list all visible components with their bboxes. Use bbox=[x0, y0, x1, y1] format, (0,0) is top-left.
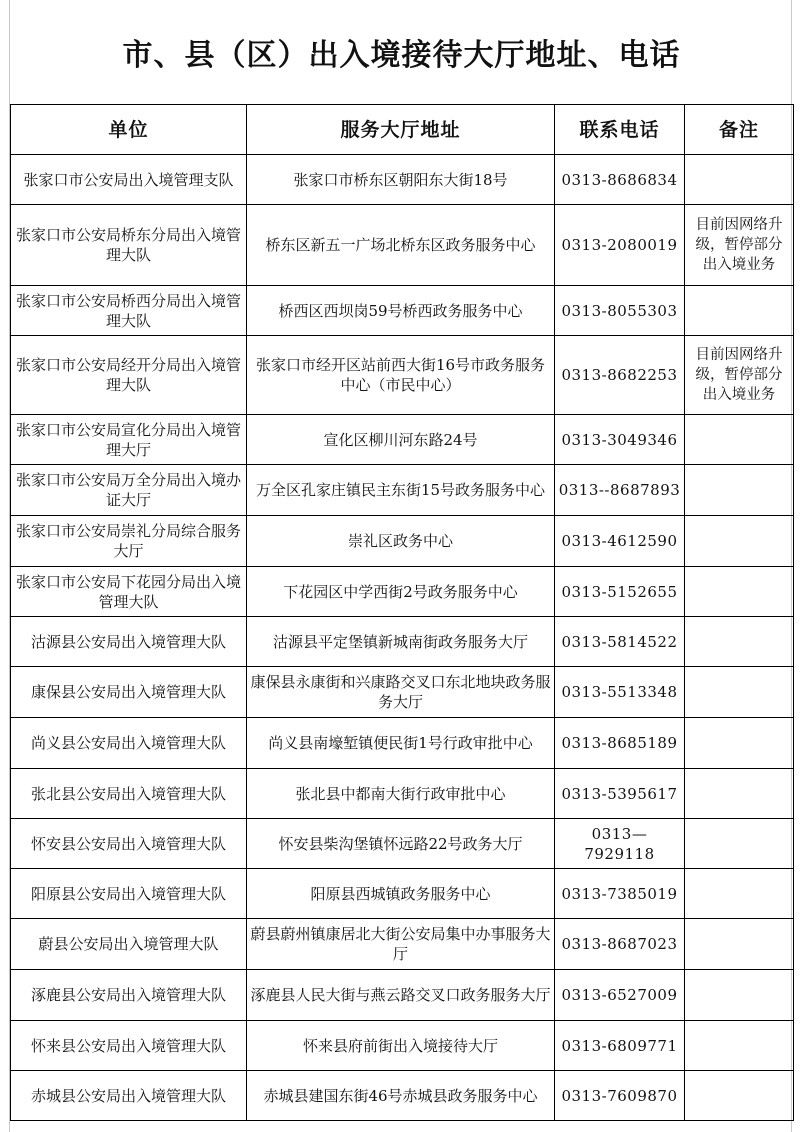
header-note: 备注 bbox=[685, 105, 794, 155]
phone-cell: 0313—7929118 bbox=[555, 819, 685, 869]
address-cell: 张北县中都南大街行政审批中心 bbox=[247, 769, 555, 819]
address-cell: 崇礼区政务中心 bbox=[247, 516, 555, 567]
unit-cell: 张家口市公安局桥西分局出入境管理大队 bbox=[11, 286, 247, 336]
address-cell: 蔚县蔚州镇康居北大街公安局集中办事服务大厅 bbox=[247, 919, 555, 970]
unit-cell: 张家口市公安局宣化分局出入境管理大厅 bbox=[11, 415, 247, 465]
unit-cell: 张家口市公安局万全分局出入境办证大厅 bbox=[11, 465, 247, 516]
unit-cell: 张家口市公安局桥东分局出入境管理大队 bbox=[11, 205, 247, 286]
address-cell: 怀安县柴沟堡镇怀远路22号政务大厅 bbox=[247, 819, 555, 869]
phone-cell: 0313--8687893 bbox=[555, 465, 685, 516]
unit-cell: 阳原县公安局出入境管理大队 bbox=[11, 869, 247, 919]
address-cell: 张家口市经开区站前西大街16号市政务服务中心（市民中心） bbox=[247, 336, 555, 415]
header-phone: 联系电话 bbox=[555, 105, 685, 155]
table-row bbox=[11, 336, 794, 415]
unit-cell: 赤城县公安局出入境管理大队 bbox=[11, 1071, 247, 1121]
note-cell bbox=[685, 667, 794, 718]
address-cell: 下花园区中学西街2号政务服务中心 bbox=[247, 567, 555, 617]
phone-cell: 0313-3049346 bbox=[555, 415, 685, 465]
address-cell: 万全区孔家庄镇民主东街15号政务服务中心 bbox=[247, 465, 555, 516]
table-row bbox=[11, 970, 794, 1021]
phone-cell: 0313-4612590 bbox=[555, 516, 685, 567]
table-row bbox=[11, 819, 794, 869]
unit-cell: 怀安县公安局出入境管理大队 bbox=[11, 819, 247, 869]
unit-cell: 张家口市公安局出入境管理支队 bbox=[11, 155, 247, 205]
unit-cell: 张家口市公安局崇礼分局综合服务大厅 bbox=[11, 516, 247, 567]
note-cell bbox=[685, 155, 794, 205]
phone-cell: 0313-8682253 bbox=[555, 336, 685, 415]
unit-cell: 康保县公安局出入境管理大队 bbox=[11, 667, 247, 718]
note-cell bbox=[685, 718, 794, 769]
note-cell bbox=[685, 465, 794, 516]
unit-cell: 尚义县公安局出入境管理大队 bbox=[11, 718, 247, 769]
phone-cell: 0313-5513348 bbox=[555, 667, 685, 718]
unit-cell: 涿鹿县公安局出入境管理大队 bbox=[11, 970, 247, 1021]
unit-cell: 蔚县公安局出入境管理大队 bbox=[11, 919, 247, 970]
table-row bbox=[11, 869, 794, 919]
header-address: 服务大厅地址 bbox=[247, 105, 555, 155]
phone-cell: 0313-8055303 bbox=[555, 286, 685, 336]
note-cell bbox=[685, 919, 794, 970]
page-title: 市、县（区）出入境接待大厅地址、电话 bbox=[122, 38, 681, 73]
address-cell: 桥西区西坝岗59号桥西政务服务中心 bbox=[247, 286, 555, 336]
address-cell: 怀来县府前街出入境接待大厅 bbox=[247, 1021, 555, 1071]
table-row bbox=[11, 667, 794, 718]
note-cell bbox=[685, 567, 794, 617]
address-cell: 阳原县西城镇政务服务中心 bbox=[247, 869, 555, 919]
phone-cell: 0313-5152655 bbox=[555, 567, 685, 617]
address-cell: 赤城县建国东街46号赤城县政务服务中心 bbox=[247, 1071, 555, 1121]
unit-cell: 沽源县公安局出入境管理大队 bbox=[11, 617, 247, 667]
table-row bbox=[11, 205, 794, 286]
table-row bbox=[11, 465, 794, 516]
document-page bbox=[9, 0, 792, 1132]
table-row bbox=[11, 155, 794, 205]
table-row bbox=[11, 415, 794, 465]
table-row bbox=[11, 567, 794, 617]
table-row bbox=[11, 286, 794, 336]
table-row bbox=[11, 718, 794, 769]
address-cell: 沽源县平定堡镇新城南街政务服务大厅 bbox=[247, 617, 555, 667]
note-cell bbox=[685, 970, 794, 1021]
address-cell: 涿鹿县人民大街与燕云路交叉口政务服务大厅 bbox=[247, 970, 555, 1021]
phone-cell: 0313-6527009 bbox=[555, 970, 685, 1021]
note-cell bbox=[685, 1021, 794, 1071]
unit-cell: 怀来县公安局出入境管理大队 bbox=[11, 1021, 247, 1071]
note-cell bbox=[685, 869, 794, 919]
note-cell: 目前因网络升级，暂停部分出入境业务 bbox=[685, 205, 794, 286]
note-cell bbox=[685, 819, 794, 869]
phone-cell: 0313-7609870 bbox=[555, 1071, 685, 1121]
unit-cell: 张家口市公安局经开分局出入境管理大队 bbox=[11, 336, 247, 415]
note-cell: 目前因网络升级，暂停部分出入境业务 bbox=[685, 336, 794, 415]
table-row bbox=[11, 769, 794, 819]
address-cell: 张家口市桥东区朝阳东大街18号 bbox=[247, 155, 555, 205]
address-cell: 康保县永康街和兴康路交叉口东北地块政务服务大厅 bbox=[247, 667, 555, 718]
unit-cell: 张家口市公安局下花园分局出入境管理大队 bbox=[11, 567, 247, 617]
table-row bbox=[11, 919, 794, 970]
contact-table bbox=[10, 104, 794, 1121]
note-cell bbox=[685, 769, 794, 819]
note-cell bbox=[685, 1071, 794, 1121]
phone-cell: 0313-5814522 bbox=[555, 617, 685, 667]
table-row bbox=[11, 1021, 794, 1071]
note-cell bbox=[685, 516, 794, 567]
address-cell: 尚义县南壕堑镇便民街1号行政审批中心 bbox=[247, 718, 555, 769]
phone-cell: 0313-8687023 bbox=[555, 919, 685, 970]
address-cell: 宣化区柳川河东路24号 bbox=[247, 415, 555, 465]
note-cell bbox=[685, 415, 794, 465]
note-cell bbox=[685, 286, 794, 336]
address-cell: 桥东区新五一广场北桥东区政务服务中心 bbox=[247, 205, 555, 286]
table-row bbox=[11, 617, 794, 667]
table-row bbox=[11, 516, 794, 567]
phone-cell: 0313-6809771 bbox=[555, 1021, 685, 1071]
note-cell bbox=[685, 617, 794, 667]
phone-cell: 0313-7385019 bbox=[555, 869, 685, 919]
phone-cell: 0313-8685189 bbox=[555, 718, 685, 769]
table-row bbox=[11, 1071, 794, 1121]
phone-cell: 0313-5395617 bbox=[555, 769, 685, 819]
table-header-row bbox=[11, 105, 794, 155]
phone-cell: 0313-2080019 bbox=[555, 205, 685, 286]
unit-cell: 张北县公安局出入境管理大队 bbox=[11, 769, 247, 819]
header-unit: 单位 bbox=[11, 105, 247, 155]
phone-cell: 0313-8686834 bbox=[555, 155, 685, 205]
